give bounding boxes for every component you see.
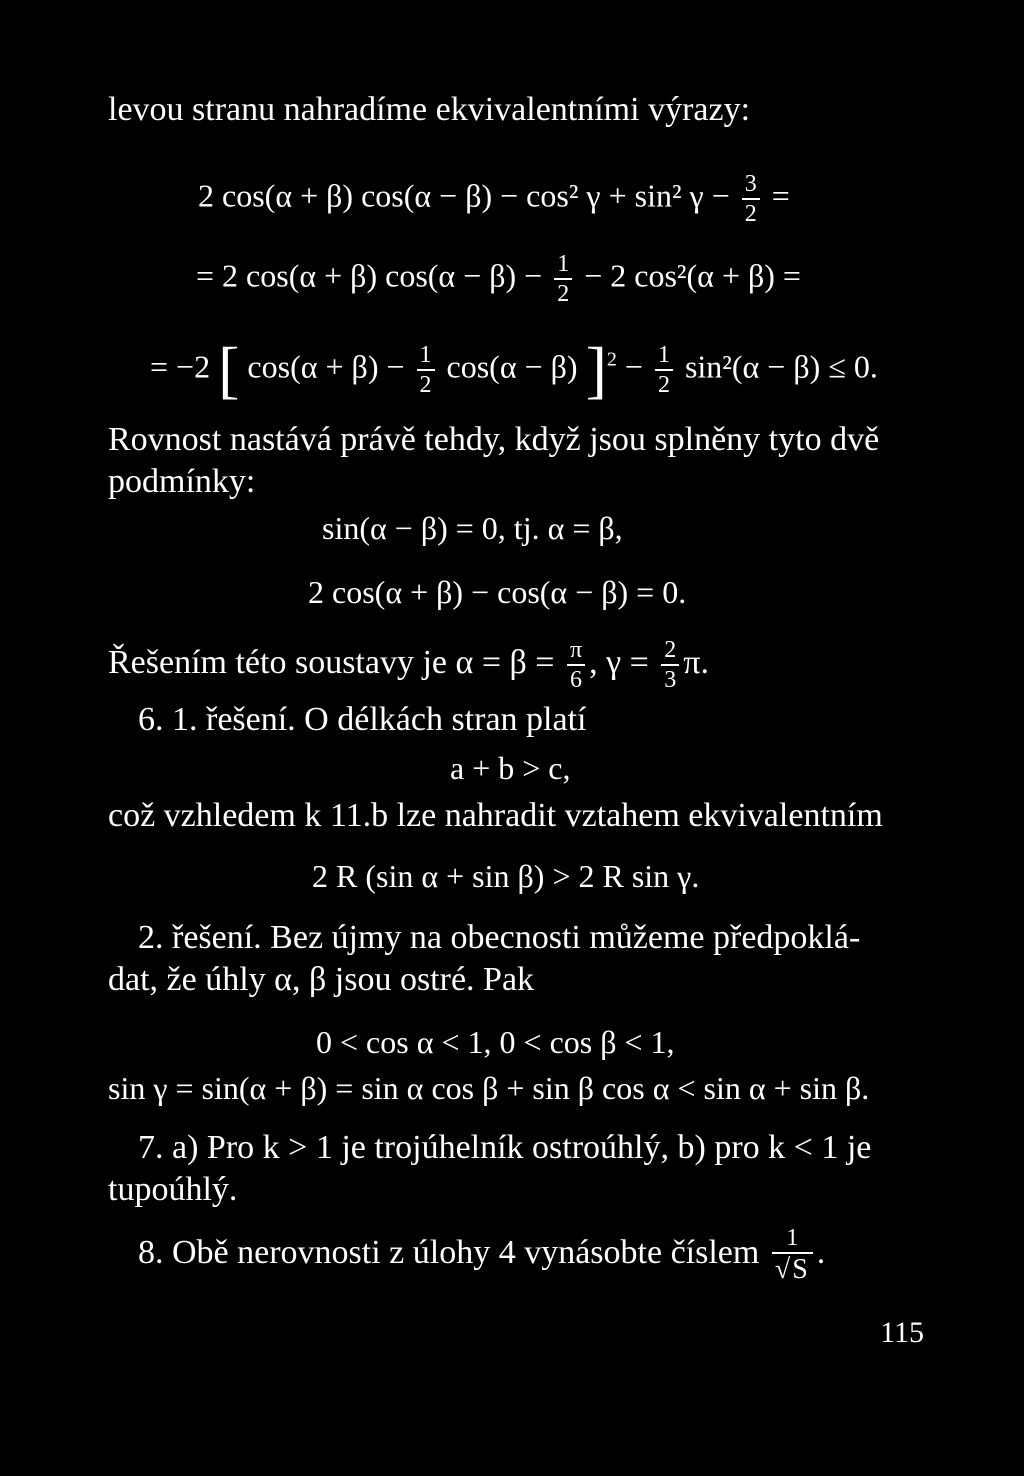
eq3-fraction-1 bbox=[417, 343, 435, 397]
equation-3 bbox=[150, 334, 878, 405]
intro-text: levou stranu nahradíme ekvivalentními výrazy: bbox=[108, 91, 751, 128]
section-8-end: . bbox=[816, 1233, 826, 1271]
solution-frac1-den: 6 bbox=[570, 667, 583, 693]
solution-fraction-2 bbox=[661, 638, 679, 692]
eq1-left: 2 cos(α + β) cos(α − β) − cos² γ + sin² γ − bbox=[198, 177, 730, 214]
section-6-solution-2-line-1: 2. řešení. Bez újmy na obecnosti můžeme předpoklá- bbox=[138, 919, 861, 956]
section-6-solution-2-eq-2: sin γ = sin(α + β) = sin α cos β + sin β cos α < sin α + sin β. bbox=[108, 1070, 870, 1106]
sqrt-symbol: √S bbox=[774, 1254, 808, 1285]
solution-c: π. bbox=[683, 643, 709, 681]
section-6-heading: 6. 1. řešení. O délkách stran platí bbox=[138, 701, 587, 738]
section-6-equation: 2 R (sin α + sin β) > 2 R sin γ. bbox=[312, 858, 700, 894]
eq3-frac1-den: 2 bbox=[419, 372, 432, 398]
eq3-fraction-2 bbox=[655, 343, 673, 397]
eq2-fraction bbox=[554, 252, 572, 306]
eq3-c: cos(α − β) bbox=[446, 348, 578, 385]
section-8-line bbox=[138, 1226, 825, 1284]
eq2-left: = 2 cos(α + β) cos(α − β) − bbox=[196, 257, 543, 294]
eq1-fraction bbox=[742, 172, 760, 226]
solution-line bbox=[108, 638, 709, 692]
solution-b: , γ = bbox=[589, 643, 649, 681]
section-8-frac-den bbox=[772, 1254, 813, 1284]
eq3-e: sin²(α − β) ≤ 0. bbox=[684, 348, 878, 385]
section-7-line-1: 7. a) Pro k > 1 je trojúhelník ostroúhlý, b) pro k < 1 je bbox=[138, 1129, 872, 1166]
eq1-right: = bbox=[771, 177, 790, 214]
left-bracket-symbol: [ bbox=[218, 334, 240, 405]
section-8-frac-num: 1 bbox=[772, 1226, 813, 1254]
section-6-inequality: a + b > c, bbox=[450, 750, 571, 786]
section-6-text: což vzhledem k 11.b lze nahradit vztahem ekvivalentním bbox=[108, 797, 883, 834]
eq1-frac-den: 2 bbox=[744, 201, 757, 227]
section-8-fraction bbox=[772, 1226, 813, 1284]
eq3-d: − bbox=[624, 348, 643, 385]
eq2-right: − 2 cos²(α + β) = bbox=[584, 257, 801, 294]
section-6-solution-2-eq-1: 0 < cos α < 1, 0 < cos β < 1, bbox=[316, 1024, 675, 1060]
eq2-frac-num: 1 bbox=[554, 252, 572, 280]
rovnost-line-1: Rovnost nastává právě tehdy, když jsou splněny tyto dvě bbox=[108, 421, 880, 458]
eq1-frac-num: 3 bbox=[742, 172, 760, 200]
solution-frac1-num: π bbox=[567, 638, 585, 666]
condition-2: 2 cos(α + β) − cos(α − β) = 0. bbox=[308, 574, 687, 610]
equation-1 bbox=[198, 172, 790, 226]
solution-frac2-num: 2 bbox=[661, 638, 679, 666]
section-8-text: 8. Obě nerovnosti z úlohy 4 vynásobte číslem bbox=[138, 1233, 760, 1271]
page-number: 115 bbox=[880, 1316, 924, 1349]
eq3-b: cos(α + β) − bbox=[247, 348, 405, 385]
eq3-frac2-num: 1 bbox=[655, 343, 673, 371]
eq3-a: = −2 bbox=[150, 348, 211, 385]
eq3-frac2-den: 2 bbox=[657, 372, 670, 398]
solution-fraction-1 bbox=[567, 638, 585, 692]
eq3-exponent: 2 bbox=[606, 348, 617, 371]
equation-2 bbox=[196, 252, 801, 306]
eq3-frac1-num: 1 bbox=[417, 343, 435, 371]
condition-1: sin(α − β) = 0, tj. α = β, bbox=[322, 510, 623, 546]
section-7-line-2: tupoúhlý. bbox=[108, 1171, 238, 1208]
right-bracket-symbol: ] bbox=[585, 334, 607, 405]
solution-frac2-den: 3 bbox=[664, 667, 677, 693]
solution-a: Řešením této soustavy je α = β = bbox=[108, 643, 555, 681]
eq2-frac-den: 2 bbox=[557, 281, 570, 307]
rovnost-line-2: podmínky: bbox=[108, 463, 256, 500]
section-6-solution-2-line-2: dat, že úhly α, β jsou ostré. Pak bbox=[108, 961, 535, 998]
